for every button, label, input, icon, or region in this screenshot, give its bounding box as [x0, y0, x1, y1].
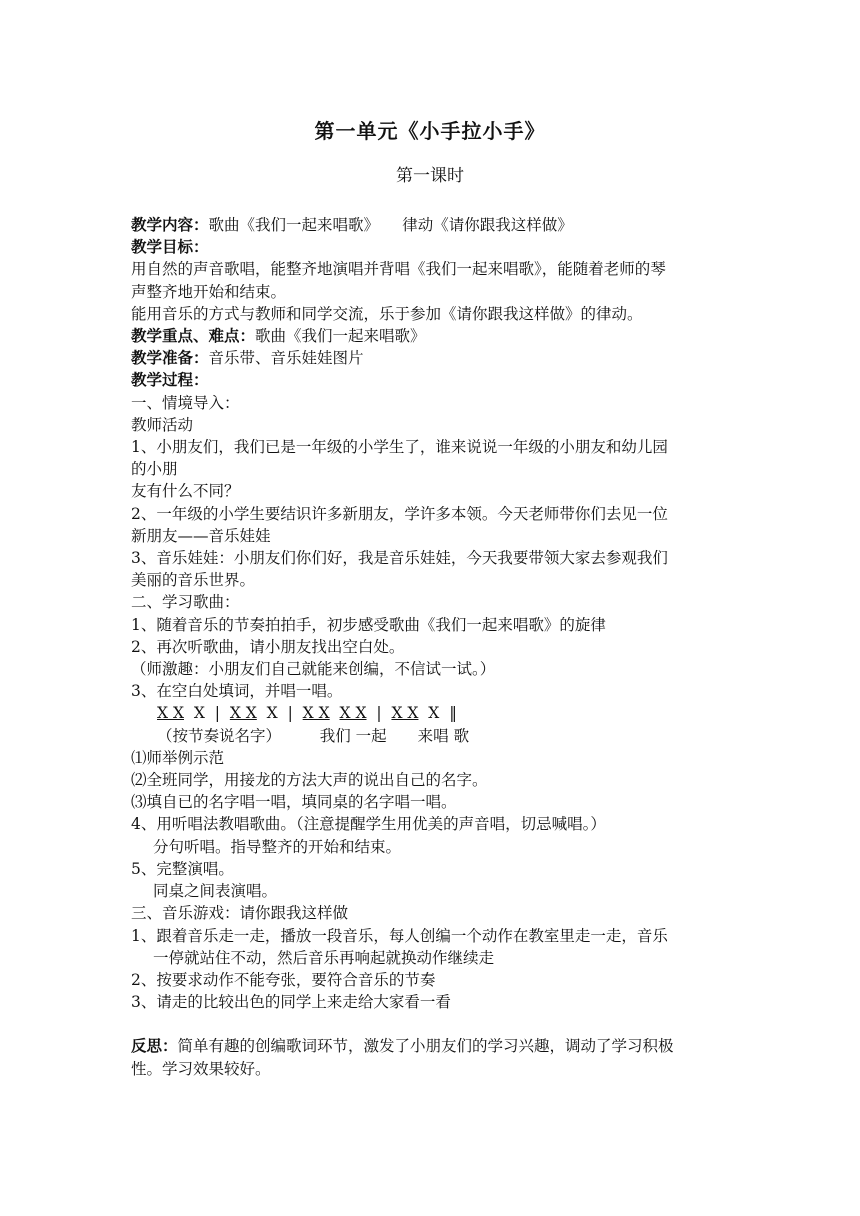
rhythm-m1a: X X: [157, 704, 184, 723]
reflect-text-a: 简单有趣的创编歌词环节，激发了小朋友们的学习兴趣，调动了学习积极: [177, 1037, 674, 1056]
section-1-heading: 一、情境导入：: [131, 393, 240, 412]
key-text: 歌曲《我们一起来唱歌》: [255, 327, 426, 346]
content-text: 歌曲《我们一起来唱歌》 律动《请你跟我这样做》: [208, 216, 573, 234]
key-points: [131, 325, 733, 347]
game-step-1b: 一停就站住不动，然后音乐再响起就换动作继续走: [153, 948, 495, 967]
step-1a: 1、小朋友们，我们已是一年级的小学生了，谁来说说一年级的小朋友和幼儿园: [131, 438, 668, 457]
paragraph-gap: [131, 1013, 733, 1035]
step-1b: 的小朋: [131, 460, 178, 479]
goal-2: 能用音乐的方式与教师和同学交流，乐于参加《请你跟我这样做》的律动。: [131, 304, 643, 323]
learn-step-5-detail: 同桌之间表演唱。: [153, 882, 278, 901]
game-step-2: 2、按要求动作不能夸张，要符合音乐的节奏: [131, 970, 436, 989]
substep-2: ⑵全班同学，用接龙的方法大声的说出自己的名字。: [131, 771, 488, 790]
rhythm-m4b: X ‖: [418, 704, 457, 723]
substep-1: ⑴师举例示范: [131, 748, 225, 767]
step-1c: 友有什么不同？: [131, 482, 240, 501]
goal-label: 教学目标：: [131, 238, 209, 257]
rhythm-m3a: X X: [302, 704, 330, 723]
learn-step-5: 5、完整演唱。: [131, 859, 234, 878]
reflect-label: 反思：: [131, 1037, 178, 1056]
goal-1b: 声整齐地开始和结束。: [131, 282, 287, 301]
game-step-1a: 1、跟着音乐走一走，播放一段音乐，每人创编一个动作在教室里走一走，音乐: [131, 926, 668, 945]
step-2b: 新朋友——音乐娃娃: [131, 526, 271, 545]
process-label: 教学过程：: [131, 371, 209, 390]
rhythm-m2a: X X: [229, 704, 257, 723]
rhythm-notation: [131, 702, 733, 724]
reflect-text-b: 性。学习效果较好。: [131, 1059, 271, 1078]
lesson-subtitle: 第一课时: [396, 166, 464, 186]
step-3a: 3、音乐娃娃：小朋友们你们好，我是音乐娃娃，今天我要带领大家去参观我们: [131, 549, 668, 568]
section-3-heading: 三、音乐游戏：请你跟我这样做: [131, 904, 349, 923]
teacher-activity: 教师活动: [131, 415, 194, 434]
step-2a: 2、一年级的小学生要结识许多新朋友，学许多本领。今天老师带你们去见一位: [131, 504, 668, 523]
step-3b: 美丽的音乐世界。: [131, 571, 256, 590]
teaching-content: [131, 214, 733, 236]
prep-label: 教学准备：: [131, 349, 209, 368]
reflection: [131, 1035, 733, 1057]
document-body: [131, 214, 733, 1080]
section-2-heading: 二、学习歌曲：: [131, 593, 240, 612]
content-label: 教学内容：: [131, 216, 209, 234]
learn-step-3: 3、在空白处填词，并唱一唱。: [131, 682, 343, 701]
learn-step-4-detail: 分句听唱。指导整齐的开始和结束。: [153, 837, 402, 856]
game-step-3: 3、请走的比较出色的同学上来走给大家看一看: [131, 993, 451, 1012]
prep-text: 音乐带、音乐娃娃图片: [208, 349, 364, 368]
learn-step-2: 2、再次听歌曲，请小朋友找出空白处。: [131, 637, 405, 656]
rhythm-m2b: X |: [256, 704, 303, 723]
page-title: 第一单元《小手拉小手》: [314, 119, 546, 143]
rhythm-m3b: [330, 704, 340, 722]
rhythm-m3c: X X: [339, 704, 367, 723]
substep-3: ⑶填自已的名字唱一唱，填同桌的名字唱一唱。: [131, 793, 457, 812]
goal-1a: 用自然的声音歌唱，能整齐地演唱并背唱《我们一起来唱歌》，能随着老师的琴: [131, 260, 666, 279]
rhythm-m4a: X X: [391, 704, 419, 723]
rhythm-m1b: X |: [184, 704, 230, 723]
learn-step-1: 1、随着音乐的节奏拍拍手，初步感受歌曲《我们一起来唱歌》的旋律: [131, 615, 606, 634]
learn-step-4: 4、用听唱法教唱歌曲。（注意提醒学生用优美的声音唱，切忌喊唱。）: [131, 815, 606, 834]
rhythm-m3d: |: [366, 704, 392, 723]
learn-note: （师激趣：小朋友们自己就能来创编，不信试一试。）: [131, 660, 496, 679]
key-label: 教学重点、难点：: [131, 327, 256, 346]
teaching-prep: [131, 347, 733, 369]
rhythm-lyrics: （按节奏说名字） 我们 一起 来唱 歌: [157, 726, 470, 745]
